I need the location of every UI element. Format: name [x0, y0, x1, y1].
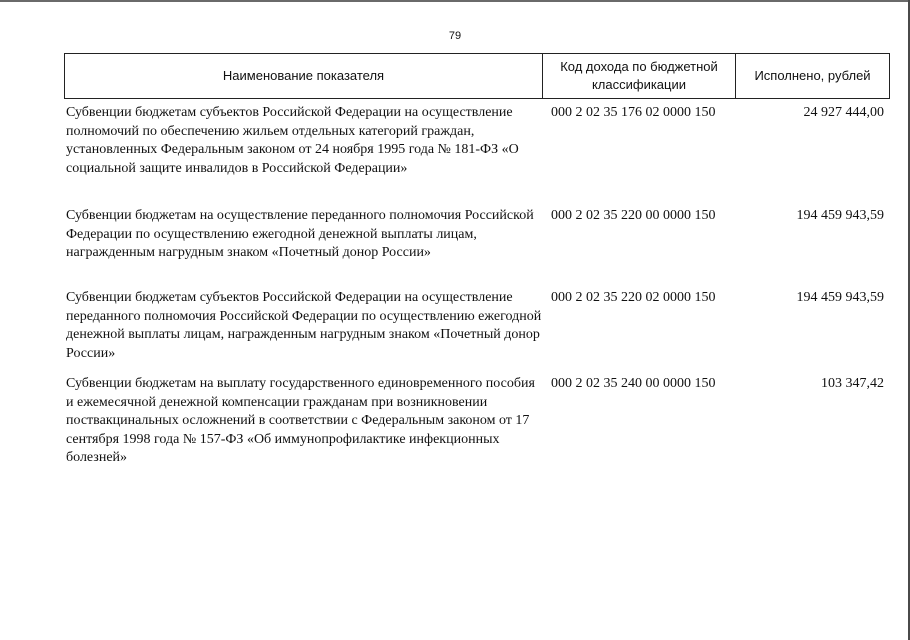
header-name-column: Наименование показателя: [65, 54, 543, 98]
row-code: 000 2 02 35 220 00 0000 150: [551, 208, 716, 223]
row-code: 000 2 02 35 240 00 0000 150: [551, 376, 716, 391]
row-name: Субвенции бюджетам на выплату государственного единовременного пособия и ежемесячной денежной компенсации гражданам при возникновении поствакцинальных осложнений в соответствии с Федеральным законом от 17 сентября 1998 года № 157-ФЗ «Об иммунопрофилактике инфекционных болезней»: [66, 376, 535, 466]
header-executed-column: Исполнено, рублей: [754, 68, 871, 83]
row-name: Субвенции бюджетам субъектов Российской Федерации на осуществление полномочий по обеспечению жильем отдельных категорий граждан, установленных Федеральным законом от 24 ноября 1995 года № 181-ФЗ «О социальной защите инвалидов в Российской Федерации»: [66, 105, 519, 176]
page-edge-top: [0, 0, 910, 2]
row-executed: 194 459 943,59: [796, 208, 884, 223]
row-code: 000 2 02 35 176 02 0000 150: [551, 105, 716, 120]
header-code-column: Код дохода по бюджетной классификации: [543, 54, 736, 98]
row-code: 000 2 02 35 220 02 0000 150: [551, 290, 716, 305]
table-header: [64, 53, 890, 99]
row-name: Субвенции бюджетам субъектов Российской Федерации на осуществление переданного полномочия Российской Федерации по осуществлению ежегодной денежной выплаты лицам, награжденным нагрудным знаком «Почетный донор России»: [66, 290, 542, 361]
row-executed: 24 927 444,00: [803, 105, 884, 120]
row-executed: 194 459 943,59: [796, 290, 884, 305]
page-number: 79: [448, 30, 462, 42]
row-name: Субвенции бюджетам на осуществление переданного полномочия Российской Федерации по осуществлению ежегодной денежной выплаты лицам, награжденным нагрудным знаком «Почетный донор России»: [66, 208, 534, 261]
row-executed: 103 347,42: [821, 376, 884, 391]
